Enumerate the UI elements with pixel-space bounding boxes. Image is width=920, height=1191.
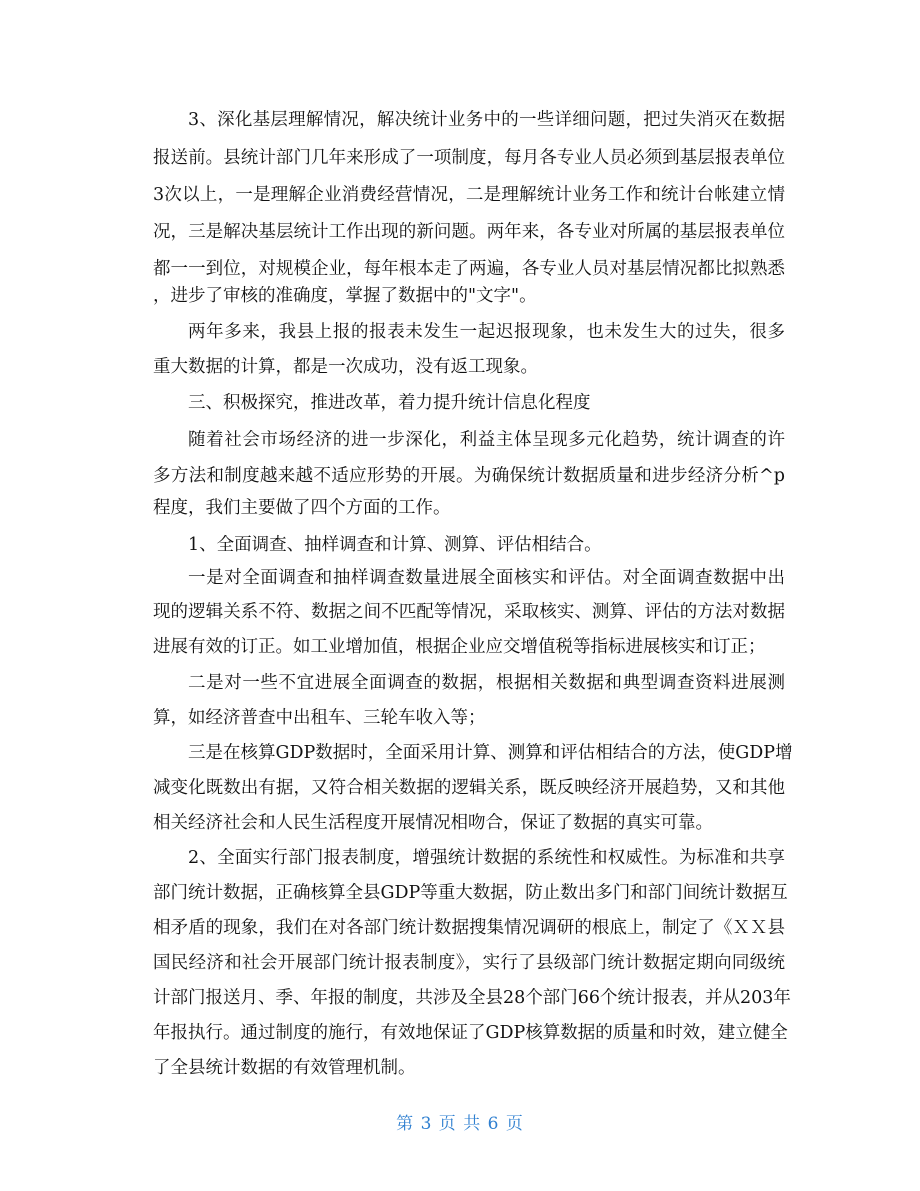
- paragraph-line: 进展有效的订正。如工业增加值，根据企业应交增值税等指标进展核实和订正；: [153, 637, 766, 657]
- paragraph-line: 3、深化基层理解情况，解决统计业务中的一些详细问题，把过失消灭在数据: [188, 110, 785, 130]
- paragraph-line: 相矛盾的现象，我们在对各部门统计数据搜集情况调研的根底上，制定了《ＸＸ县: [153, 918, 785, 938]
- paragraph-line: 2、全面实行部门报表制度，增强统计数据的系统性和权威性。为标准和共享: [188, 848, 785, 868]
- paragraph-line: 3次以上，一是理解企业消费经营情况，二是理解统计业务工作和统计台帐建立情: [153, 185, 785, 205]
- paragraph-line: ，进步了审核的准确度，掌握了数据中的"文字"。: [153, 286, 537, 306]
- paragraph-line: 三是在核算GDP数据时，全面采用计算、测算和评估相结合的方法，使GDP增: [188, 743, 793, 763]
- subsection-heading: 1、全面调查、抽样调查和计算、测算、评估相结合。: [188, 535, 602, 555]
- paragraph-line: 报送前。县统计部门几年来形成了一项制度，每月各专业人员必须到基层报表单位: [153, 148, 785, 168]
- paragraph-line: 了全县统计数据的有效管理机制。: [153, 1058, 416, 1078]
- paragraph-line: 多方法和制度越来越不适应形势的开展。为确保统计数据质量和进步经济分析^p: [153, 466, 785, 486]
- paragraph-line: 国民经济和社会开展部门统计报表制度》，实行了县级部门统计数据定期向同级统: [153, 953, 785, 973]
- paragraph-line: 年报执行。通过制度的施行，有效地保证了GDP核算数据的质量和时效，建立健全: [153, 1023, 788, 1043]
- paragraph-line: 程度，我们主要做了四个方面的工作。: [153, 498, 451, 518]
- page-number-footer: 第 3 页 共 6 页: [396, 1114, 524, 1134]
- paragraph-line: 计部门报送月、季、年报的制度，共涉及全县28个部门66个统计报表，并从203年: [153, 988, 791, 1008]
- paragraph-line: 现的逻辑关系不符、数据之间不匹配等情况，采取核实、测算、评估的方法对数据: [153, 602, 785, 622]
- paragraph-line: 算，如经济普查中出租车、三轮车收入等；: [153, 708, 486, 728]
- paragraph-line: 一是对全面调查和抽样调查数量进展全面核实和评估。对全面调查数据中出: [188, 568, 785, 588]
- paragraph-line: 况，三是解决基层统计工作出现的新问题。两年来，各专业对所属的基层报表单位: [153, 222, 785, 242]
- paragraph-line: 重大数据的计算，都是一次成功，没有返工现象。: [153, 357, 538, 377]
- paragraph-line: 两年多来，我县上报的报表未发生一起迟报现象，也未发生大的过失，很多: [188, 322, 785, 342]
- paragraph-line: 都一一到位，对规模企业，每年根本走了两遍，各专业人员对基层情况都比拟熟悉: [153, 259, 785, 279]
- paragraph-line: 随着社会市场经济的进一步深化，利益主体呈现多元化趋势，统计调查的许: [188, 430, 785, 450]
- paragraph-line: 二是对一些不宜进展全面调查的数据，根据相关数据和典型调查资料进展测: [188, 673, 785, 693]
- section-heading: 三、积极探究，推进改革，着力提升统计信息化程度: [188, 393, 591, 413]
- paragraph-line: 减变化既数出有据，又符合相关数据的逻辑关系，既反映经济开展趋势，又和其他: [153, 778, 785, 798]
- paragraph-line: 部门统计数据，正确核算全县GDP等重大数据，防止数出多门和部门间统计数据互: [153, 883, 788, 903]
- paragraph-line: 相关经济社会和人民生活程度开展情况相吻合，保证了数据的真实可靠。: [153, 813, 713, 833]
